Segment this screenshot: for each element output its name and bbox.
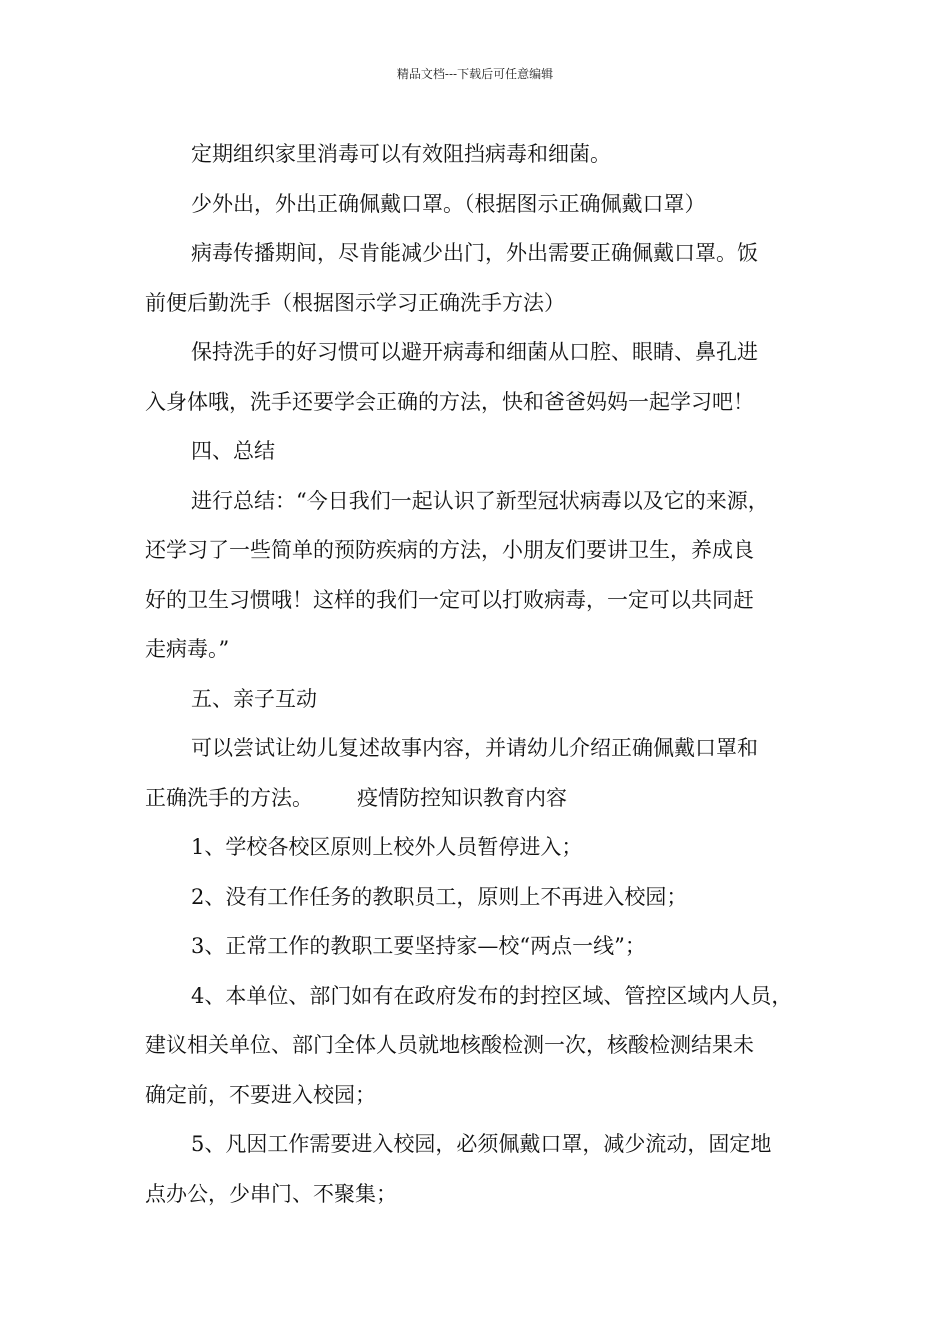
paragraph-line: 进行总结：“今日我们一起认识了新型冠状病毒以及它的来源， [191,488,769,513]
paragraph-line: 保持洗手的好习惯可以避开病毒和细菌从口腔、眼睛、鼻孔进 [191,340,758,364]
paragraph-line [145,774,815,824]
paragraph-line: 确定前，不要进入校园； [145,1082,376,1107]
list-item: 1、学校各校区原则上校外人员暂停进入； [191,835,583,859]
paragraph-line: 病毒传播期间，尽肯能减少出门，外出需要正确佩戴口罩。饭 [191,241,758,265]
paragraph-line: 入身体哦，洗手还要学会正确的方法，快和爸爸妈妈一起学习吧！ [145,389,754,414]
paragraph-line: 好的卫生习惯哦！这样的我们一定可以打败病毒，一定可以共同赶 [145,587,754,612]
list-item: 5、凡因工作需要进入校园，必须佩戴口罩，减少流动，固定地 [191,1132,772,1156]
document-body [145,130,815,1219]
section-heading: 五、亲子互动 [191,686,317,711]
paragraph-text: 正确洗手的方法。 [145,785,313,810]
paragraph-line: 可以尝试让幼儿复述故事内容，并请幼儿介绍正确佩戴口罩和 [191,736,758,760]
page-header: 精品文档---下载后可任意编辑 [396,67,554,81]
paragraph-line: 走病毒。” [145,637,230,661]
document-title: 疫情防控知识教育内容 [357,785,567,810]
paragraph-line: 少外出，外出正确佩戴口罩。（根据图示正确佩戴口罩） [191,191,706,216]
paragraph-line: 还学习了一些简单的预防疾病的方法，小朋友们要讲卫生，养成良 [145,538,754,562]
paragraph-line: 定期组织家里消毒可以有效阻挡病毒和细菌。 [191,142,611,166]
list-item: 2、没有工作任务的教职员工，原则上不再进入校园； [191,884,688,909]
section-heading: 四、总结 [191,439,275,463]
paragraph-line: 建议相关单位、部门全体人员就地核酸检测一次，核酸检测结果未 [145,1033,754,1057]
list-item: 4、本单位、部门如有在政府发布的封控区域、管控区域内人员， [191,983,793,1008]
paragraph-line: 点办公，少串门、不聚集； [145,1181,397,1206]
list-item: 3、正常工作的教职工要坚持家—校“两点一线”； [191,934,646,958]
paragraph-line: 前便后勤洗手（根据图示学习正确洗手方法） [145,290,565,315]
